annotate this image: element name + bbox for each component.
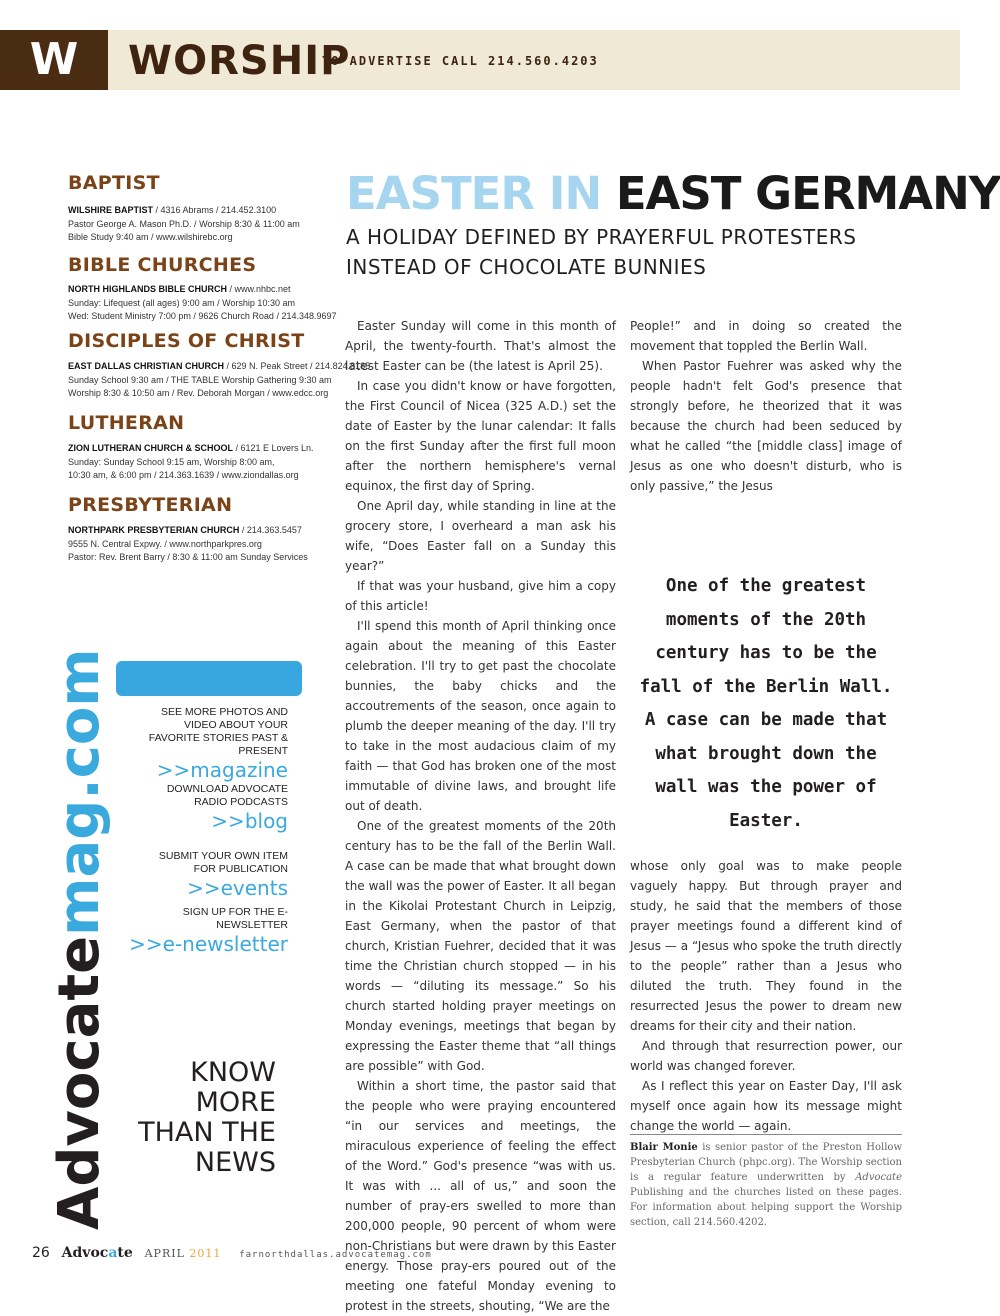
article-column-2-top [630, 316, 902, 496]
paragraph: whose only goal was to make people vaguely happy. But through prayer and study, he said that the members of those prayer meetings found a different kind of Jesus — a “Jesus who spoke the truth directly to the people” rather than a Jesus who diluted the truth. They found in the resurrected Jesus the power to dream new dreams for their city and their nation. [630, 859, 902, 1033]
newsletter-link[interactable]: >>e-newsletter [129, 932, 288, 956]
issue-date: APRIL 2011 [144, 1247, 222, 1260]
promo-text: SIGN UP FOR THE E- NEWSLETTER [182, 906, 288, 931]
page-number: 26 [32, 1245, 50, 1261]
listing-line: 10:30 am, & 6:00 pm / 214.363.1639 / www.ziondallas.org [68, 470, 299, 480]
paragraph: And through that resurrection power, our world was changed forever. [630, 1039, 902, 1073]
category-heading: BIBLE CHURCHES [68, 254, 257, 276]
paragraph: When Pastor Fuehrer was asked why the people hadn't felt God's presence that strongly before, he theorized that it was because the church had been seduced by what he called “the [middle class] image of Jesus as one who doesn't disturb, who is only passive,” the Jesus [630, 359, 902, 493]
pull-quote: One of the greatest moments of the 20th century has to be the fall of the Berlin Wall. A case can be made that what brought down the wall was the power of Easter. [639, 576, 893, 831]
category-heading: DISCIPLES OF CHRIST [68, 330, 305, 352]
paragraph: One of the greatest moments of the 20th century has to be the fall of the Berlin Wall. A case can be made that what brought down the wall was the power of Easter. It all began in the Kikolai Protestant Church in Leipzig, East Germany, when the pastor of that church, Kristian Fuehrer, decided that it was time the Christian church stopped — in his words — “diluting its message.” So his church started holding prayer meetings on Monday evenings, meetings that began by expressing the Easter theme that “all things are possible” with God. [345, 819, 616, 1073]
magazine-link[interactable]: >>magazine [156, 758, 288, 782]
listing-line: 9555 N. Central Expwy. / www.northparkpres.org [68, 538, 262, 549]
category-heading: BAPTIST [68, 172, 160, 194]
listing-line: WILSHIRE BAPTIST / 4316 Abrams / 214.452.3100 [68, 205, 277, 215]
paragraph: I'll spend this month of April thinking once again about the meaning of this Easter celebration. I'll try to get past the chocolate bunnies, the baby chicks and the accoutrements of the season, once again to plumb the deeper meaning of the day. I'll try to take in the most audacious claim of my faith — that God has broken one of the most immutable of divine laws, and brought life out of death. [345, 619, 616, 813]
category-heading: PRESBYTERIAN [68, 494, 233, 516]
paragraph: One April day, while standing in line at the grocery store, I overheard a man ask his wife, “Does Easter fall on a Sunday this year?” [345, 499, 616, 573]
paragraph: In case you didn't know or have forgotten, the First Council of Nicea (325 A.D.) set the date of Easter by the lunar calendar: It falls on the first Sunday after the first full moon after the northern hemisphere's vernal equinox, the first day of Spring. [345, 379, 616, 493]
author-bio: Blair Monie is senior pastor of the Preston Hollow Presbyterian Church (phpc.org). The Worship section is a regular feature underwritten by Advocate Publishing and the churches listed on these pages. For information about helping support the Worship section, call 214.560.4202. [630, 1142, 902, 1228]
listing-line: NORTH HIGHLANDS BIBLE CHURCH / www.nhbc.net [68, 284, 291, 294]
advertise-line: TO ADVERTISE CALL 214.560.4203 [322, 54, 599, 68]
listing-line: Bible Study 9:40 am / www.wilshirebc.org [68, 232, 233, 242]
listing-line: EAST DALLAS CHRISTIAN CHURCH / 629 N. Peak Street / 214.824.8185 [68, 361, 371, 371]
category-heading: LUTHERAN [68, 412, 185, 434]
promo-magazine[interactable] [138, 706, 288, 782]
section-title: WORSHIP [128, 38, 351, 84]
footer-url[interactable]: farnorthdallas.advocatemag.com [239, 1250, 432, 1260]
bio-divider [630, 1134, 902, 1135]
listing-line: Sunday School 9:30 am / THE TABLE Worship Gathering 9:30 am [68, 374, 332, 385]
directory-lutheran [68, 412, 346, 483]
paragraph: People!” and in doing so created the movement that toppled the Berlin Wall. [630, 319, 902, 353]
promo-text: SUBMIT YOUR OWN ITEM FOR PUBLICATION [158, 850, 288, 875]
listing-line: Pastor George A. Mason Ph.D. / Worship 8:30 & 11:00 am [68, 218, 300, 229]
listing-line: Pastor: Rev. Brent Barry / 8:30 & 11:00 am Sunday Services [68, 552, 308, 562]
promo-newsletter[interactable] [129, 906, 288, 956]
listing-line: ZION LUTHERAN CHURCH & SCHOOL / 6121 E Lovers Ln. [68, 443, 314, 453]
paragraph: Easter Sunday will come in this month of April, the twenty-fourth. That's almost the latest Easter can be (the latest is April 25). [345, 319, 616, 373]
paragraph: Within a short time, the pastor said that the people who were praying encountered “in our services and meetings, the miraculous experience of feeling the effect of the Word.” God's presence “was with us. It was with ... all of us,” and soon the number of pray-ers swelled to more than 200,000 people, 90 percent of whom were non-Christians but were drawn by this Easter energy. Those pray-ers poured out of the meeting one fateful Monday evening to protest in the streets, shouting, “We are the [345, 1079, 616, 1313]
directory-disciples [68, 330, 371, 401]
promo-text: SEE MORE PHOTOS AND VIDEO ABOUT YOUR FAVORITE STORIES PAST & PRESENT [148, 706, 288, 757]
article-subhead: A HOLIDAY DEFINED BY PRAYERFUL PROTESTERS INSTEAD OF CHOCOLATE BUNNIES [346, 225, 857, 279]
paragraph: As I reflect this year on Easter Day, I'll ask myself once again how its message might change the world — again. [630, 1079, 902, 1133]
advocate-logo: Advocate [61, 1245, 133, 1261]
blog-link[interactable]: >>blog [211, 809, 288, 833]
section-letter: W [0, 30, 108, 90]
page-footer [32, 1245, 432, 1263]
events-link[interactable]: >>events [187, 876, 288, 900]
directory-presbyterian [68, 494, 346, 565]
article-headline: EASTER IN EAST GERMANY [346, 167, 1000, 220]
listing-line: Sunday: Lifequest (all ages) 9:00 am / Worship 10:30 am [68, 297, 295, 308]
promo-text: DOWNLOAD ADVOCATE RADIO PODCASTS [166, 783, 288, 808]
paragraph: If that was your husband, give him a copy of this article! [345, 579, 616, 613]
promo-blue-bar [116, 661, 302, 696]
listing-line: NORTHPARK PRESBYTERIAN CHURCH / 214.363.5457 [68, 525, 302, 535]
advocatemag-vertical-logo[interactable]: Advocatemag.com [47, 648, 112, 1230]
article-column-2-bottom [630, 856, 902, 1136]
promo-blog[interactable] [138, 783, 288, 833]
article-column-1 [345, 316, 616, 1316]
know-more-tagline: KNOW MORE THAN THE NEWS [138, 1057, 276, 1178]
directory-bible-churches [68, 254, 346, 324]
directory-baptist [68, 172, 346, 245]
listing-line: Worship 8:30 & 10:50 am / Rev. Deborah Morgan / www.edcc.org [68, 388, 329, 398]
listing-line: Wed: Student Ministry 7:00 pm / 9626 Church Road / 214.348.9697 [68, 311, 337, 321]
listing-line: Sunday: Sunday School 9:15 am, Worship 8:00 am, [68, 456, 275, 467]
promo-events[interactable] [138, 850, 288, 900]
